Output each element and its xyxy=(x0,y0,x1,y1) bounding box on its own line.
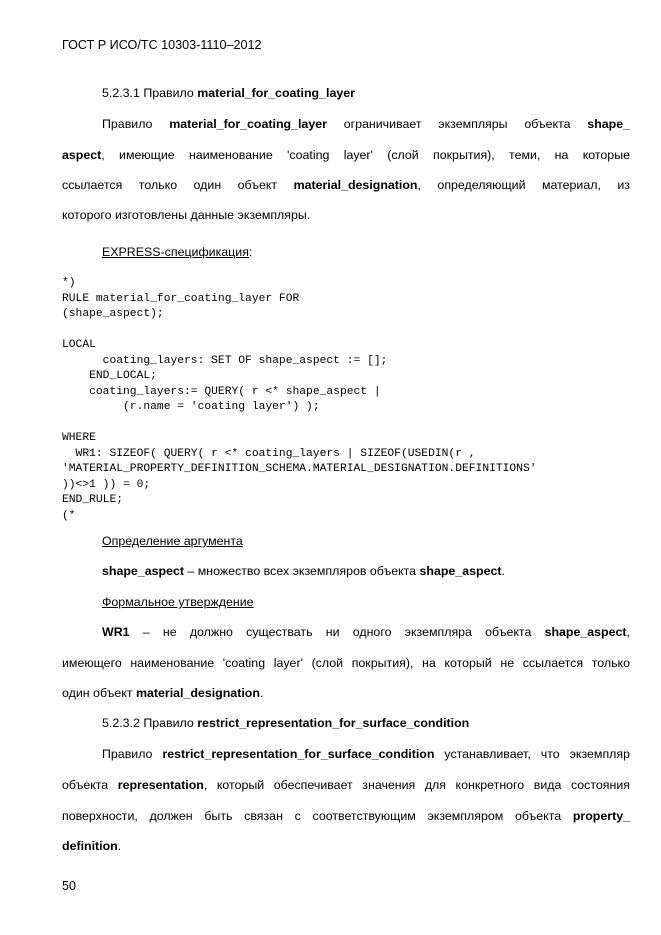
paragraph-line xyxy=(102,747,630,761)
text: , xyxy=(626,625,630,639)
section-number: 5.2.3.1 Правило xyxy=(102,86,198,100)
entity-name: shape_aspect xyxy=(419,564,502,578)
entity-name: representation xyxy=(117,778,204,792)
rule-name: material_for_coating_layer xyxy=(197,86,355,100)
rule-name: restrict_representation_for_surface_condition xyxy=(197,716,470,730)
entity-name: shape_aspect xyxy=(544,625,627,639)
paragraph-line xyxy=(62,778,630,792)
paragraph-line: которого изготовлены данные экземпляры. xyxy=(62,208,311,222)
text: объекта xyxy=(62,778,118,792)
text: ссылается только один объект xyxy=(62,178,294,192)
text: , определяющий материал, из xyxy=(417,178,630,192)
text: – не должно существать ни одного экземпляра объекта xyxy=(129,625,545,639)
entity-name: shape_aspect xyxy=(102,564,184,578)
page-number: 50 xyxy=(62,879,77,893)
section-heading-5-2-3-2 xyxy=(102,716,469,730)
section-heading-5-2-3-1 xyxy=(102,86,355,100)
entity-name: shape_ xyxy=(587,117,630,131)
wr1-line xyxy=(62,686,630,700)
text: устанавливает, что экземпляр xyxy=(434,747,630,761)
wr1-line: имеющего наименование 'coating layer' (слой покрытия), на который не ссылается только xyxy=(62,656,630,670)
entity-name: aspect xyxy=(62,148,102,162)
paragraph-line xyxy=(62,148,630,162)
text: – множество всех экземпляров объекта xyxy=(183,564,420,578)
rule-name: restrict_representation_for_surface_condition xyxy=(162,747,435,761)
express-spec-label xyxy=(102,245,252,259)
colon: : xyxy=(248,245,253,259)
text: ограничивает экземпляры объекта xyxy=(326,117,588,131)
paragraph-line xyxy=(62,809,630,823)
document-header: ГОСТ Р ИСО/ТС 10303-1110–2012 xyxy=(62,38,262,52)
text: . xyxy=(501,564,505,578)
argument-definition-label: Определение аргумента xyxy=(102,534,243,548)
text: . xyxy=(259,686,264,700)
text: один объект xyxy=(62,686,136,700)
formal-statement-label: Формальное утверждение xyxy=(102,595,254,609)
express-label-text: EXPRESS-спецификация xyxy=(102,245,249,259)
paragraph-line xyxy=(62,178,630,192)
entity-name: definition xyxy=(62,839,118,853)
text: , который обеспечивает значения для конкретного вида состояния xyxy=(203,778,630,792)
text: , имеющие наименование 'coating layer' (слой покрытия), теми, на которые xyxy=(101,148,630,162)
text: поверхности, должен быть связан с соответствующим экземпляром объекта xyxy=(62,809,573,823)
argument-definition xyxy=(102,564,505,578)
paragraph-line xyxy=(62,839,630,853)
rule-label: WR1 xyxy=(102,625,130,639)
entity-name: property_ xyxy=(572,809,630,823)
paragraph-line xyxy=(102,117,630,131)
section-number: 5.2.3.2 Правило xyxy=(102,716,198,730)
text: Правило xyxy=(102,747,163,761)
express-code-block: *) RULE material_for_coating_layer FOR (shape_aspect); LOCAL coating_layers: SET OF shape_aspect := []; END_LOCAL; coating_layers:= QUERY( r <* shape_aspect | (r.name = 'coating layer') ); WHERE WR1: SIZEOF( QUERY( r <* coating_layers | SIZEOF(USEDIN(r , 'MATERIAL_PROPERTY_DEFINITION_SCHEMA.MATERIAL_DESIGNATION.DEFINITIONS' ))<>1 )) = 0; END_RULE; (* xyxy=(62,277,537,522)
entity-name: material_designation xyxy=(293,178,418,192)
wr1-line xyxy=(102,625,630,639)
entity-name: material_designation xyxy=(135,686,260,700)
rule-name: material_for_coating_layer xyxy=(169,117,327,131)
text: . xyxy=(117,839,122,853)
text: Правило xyxy=(102,117,170,131)
